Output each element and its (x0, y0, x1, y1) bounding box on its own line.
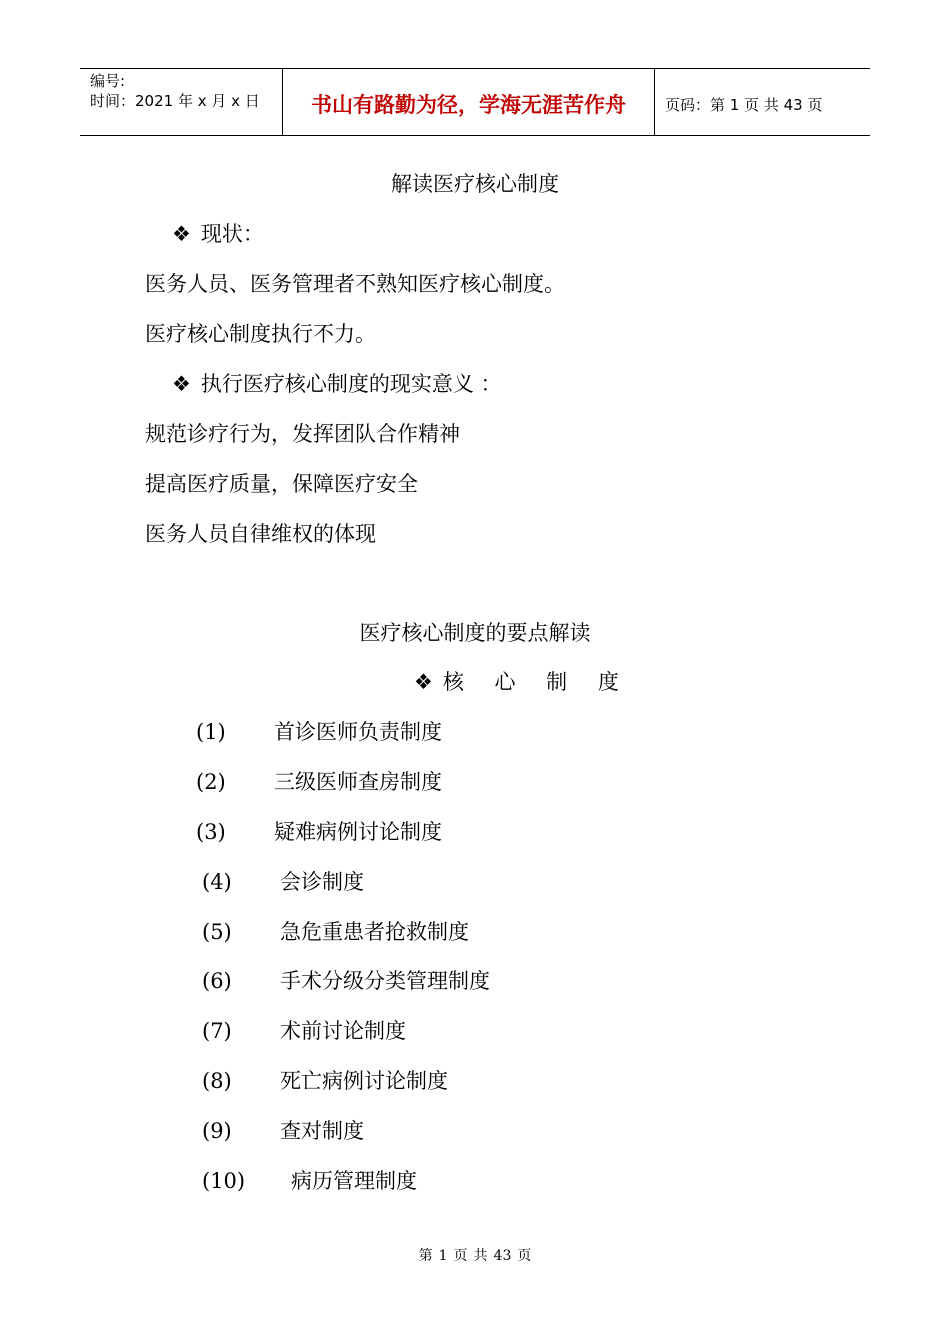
header-meta-cell (80, 69, 282, 135)
list-item-text: 死亡病例讨论制度 (280, 1069, 448, 1093)
list-item-text: 会诊制度 (280, 870, 364, 894)
list-item (202, 918, 469, 946)
list-item-text: 术前讨论制度 (280, 1019, 406, 1043)
list-item-number: (7) (202, 1019, 232, 1043)
section-heading-text: 执行医疗核心制度的现实意义 ： (200, 372, 502, 396)
footer-unit: 页 (453, 1248, 468, 1264)
document-header (80, 68, 870, 136)
footer-middle: 共 (473, 1248, 488, 1264)
date-label: 时间：2021 年 x 月 x 日 (90, 92, 260, 110)
list-item-text: 急危重患者抢救制度 (280, 920, 469, 944)
diamond-bullet-icon: ❖ (172, 222, 191, 246)
list-item-number: (4) (202, 870, 232, 894)
list-item-number: (3) (196, 820, 226, 844)
list-item-number: (10) (202, 1169, 246, 1193)
list-item (202, 1117, 364, 1145)
core-system-heading (414, 668, 631, 696)
core-heading-text: 核 心 制 度 (442, 670, 631, 694)
list-item (202, 1017, 406, 1045)
list-item (196, 718, 442, 746)
list-item (196, 818, 442, 846)
footer-unit: 页 (517, 1248, 532, 1264)
diamond-bullet-icon: ❖ (414, 670, 433, 694)
list-item (196, 768, 442, 796)
list-item (202, 967, 490, 995)
list-item (202, 1067, 448, 1095)
list-item-number: (5) (202, 920, 232, 944)
motto-cell (282, 69, 655, 135)
list-item-text: 病历管理制度 (291, 1169, 417, 1193)
paragraph-line: 规范诊疗行为，发挥团队合作精神 (145, 422, 460, 446)
paragraph-line: 医疗核心制度执行不力。 (145, 322, 376, 346)
page-footer (0, 1246, 950, 1266)
section-heading-status (172, 220, 264, 248)
footer-total-pages: 43 (493, 1248, 512, 1264)
list-item-number: (9) (202, 1119, 232, 1143)
section-heading-text: 现状： (200, 222, 264, 246)
paragraph-line: 医务人员自律维权的体现 (145, 522, 376, 546)
list-item-number: (8) (202, 1069, 232, 1093)
list-item-text: 手术分级分类管理制度 (280, 969, 490, 993)
number-label: 编号: (90, 72, 126, 90)
list-item-number: (2) (196, 770, 226, 794)
page-title: 解读医疗核心制度 (391, 172, 559, 196)
section-heading-significance (172, 370, 502, 398)
list-item-text: 疑难病例讨论制度 (274, 820, 442, 844)
list-item-number: (1) (196, 720, 226, 744)
page-info-cell (655, 69, 870, 135)
list-item-text: 三级医师查房制度 (274, 770, 442, 794)
list-item-text: 查对制度 (280, 1119, 364, 1143)
list-item-number: (6) (202, 969, 232, 993)
list-item (202, 868, 364, 896)
footer-page-number: 1 (438, 1248, 448, 1264)
section-subtitle: 医疗核心制度的要点解读 (359, 621, 591, 645)
page-info-text: 页码：第 1 页 共 43 页 (665, 95, 823, 114)
paragraph-line: 提高医疗质量，保障医疗安全 (145, 472, 418, 496)
diamond-bullet-icon: ❖ (172, 372, 191, 396)
motto-text: 书山有路勤为径，学海无涯苦作舟 (311, 93, 626, 117)
footer-prefix: 第 (418, 1248, 433, 1264)
list-item (202, 1167, 417, 1195)
paragraph-line: 医务人员、医务管理者不熟知医疗核心制度。 (145, 272, 565, 296)
list-item-text: 首诊医师负责制度 (274, 720, 442, 744)
